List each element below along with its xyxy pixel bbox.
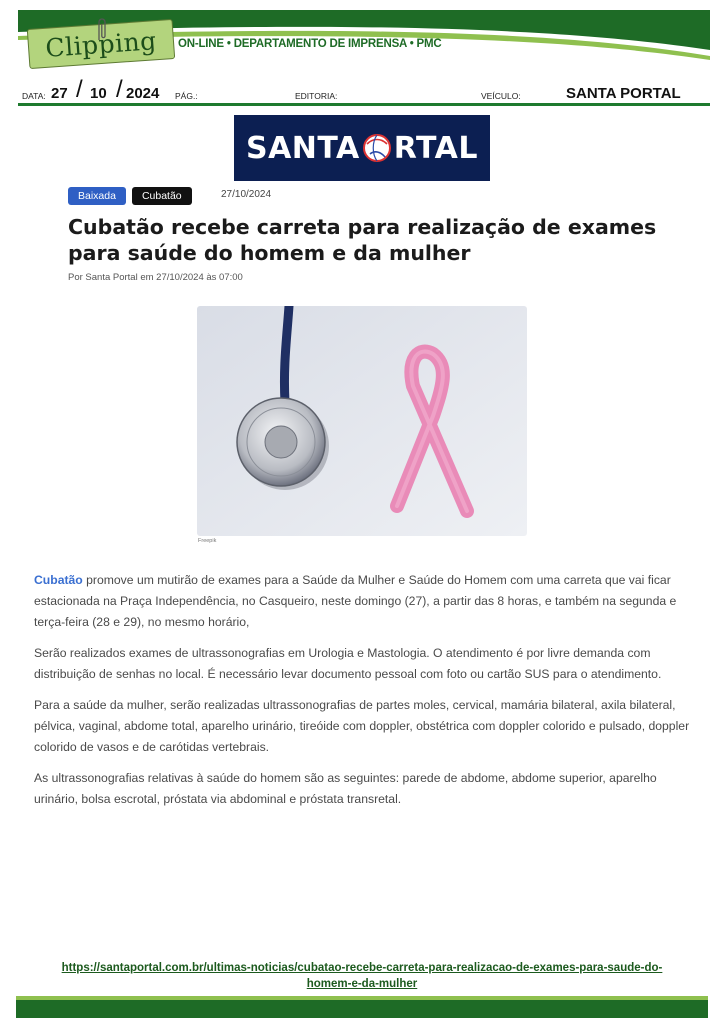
paragraph: Serão realizados exames de ultrassonografias em Urologia e Mastologia. O atendimento é por livre demanda com distribuição de senhas no local. É necessário levar documento pessoal com foto ou cartão SUS para o atendimento. bbox=[34, 646, 662, 681]
logo-text-left: SANTA bbox=[245, 130, 360, 166]
tag-cubatao[interactable]: Cubatão bbox=[132, 187, 192, 205]
department-label: ON-LINE • DEPARTAMENTO DE IMPRENSA • PMC bbox=[178, 38, 442, 50]
header-divider bbox=[18, 103, 710, 106]
paragraph: As ultrassonografias relativas à saúde do homem são as seguintes: parede de abdome, abdome superior, aparelho urinário, bolsa escrotal, próstata via abdominal e próstata transretal. bbox=[34, 771, 657, 806]
date-separator: / bbox=[76, 76, 83, 103]
date-year: 2024 bbox=[126, 85, 160, 102]
date-separator: / bbox=[116, 76, 123, 103]
article-byline: Por Santa Portal em 27/10/2024 às 07:00 bbox=[68, 272, 243, 283]
article-body bbox=[34, 570, 694, 820]
article-photo bbox=[197, 306, 527, 536]
category-tags bbox=[68, 186, 198, 206]
paragraph-text: promove um mutirão de exames para a Saúde da Mulher e Saúde do Homem com uma carreta que vai ficar estacionada na Praça Independência, no Casqueiro, neste domingo (27), a partir das 8 horas, e também na segunda e terça-feira (28 e 29), no mesmo horário, bbox=[34, 573, 677, 629]
paperclip-icon bbox=[95, 16, 109, 44]
photo-credit: Freepik bbox=[198, 538, 217, 544]
veiculo-label: VEÍCULO: bbox=[481, 91, 521, 101]
santa-portal-logo bbox=[234, 115, 490, 181]
publish-date: 27/10/2024 bbox=[221, 189, 272, 200]
date-label: DATA: bbox=[22, 91, 46, 101]
date-day: 27 bbox=[51, 85, 68, 102]
paragraph bbox=[34, 570, 694, 633]
source-url-link[interactable]: https://santaportal.com.br/ultimas-noticias/cubatao-recebe-carreta-para-realizacao-de-exames-para-saude-do-homem-e-da-mulher bbox=[61, 962, 663, 990]
globe-icon bbox=[361, 132, 393, 164]
city-link[interactable]: Cubatão bbox=[34, 573, 83, 587]
page-label: PÁG.: bbox=[175, 91, 198, 101]
tag-baixada[interactable]: Baixada bbox=[68, 187, 126, 205]
logo-text-right: RTAL bbox=[393, 130, 479, 166]
paragraph: Para a saúde da mulher, serão realizadas ultrassonografias de partes moles, cervical, mamária bilateral, axila bilateral, pélvica, vaginal, abdome total, aparelho urinário, tireóide com doppler, obstétrica com doppler colorido e pulsado, doppler colorido de vasos e de carótidas vertebrais. bbox=[34, 698, 690, 754]
editoria-label: EDITORIA: bbox=[295, 91, 338, 101]
footer-band bbox=[16, 996, 708, 1018]
veiculo-value: SANTA PORTAL bbox=[566, 85, 681, 102]
clipping-badge: Clipping bbox=[27, 19, 175, 69]
clipping-meta-row bbox=[18, 76, 710, 104]
article-title: Cubatão recebe carreta para realização de exames para saúde do homem e da mulher bbox=[68, 215, 657, 265]
date-month: 10 bbox=[90, 85, 107, 102]
